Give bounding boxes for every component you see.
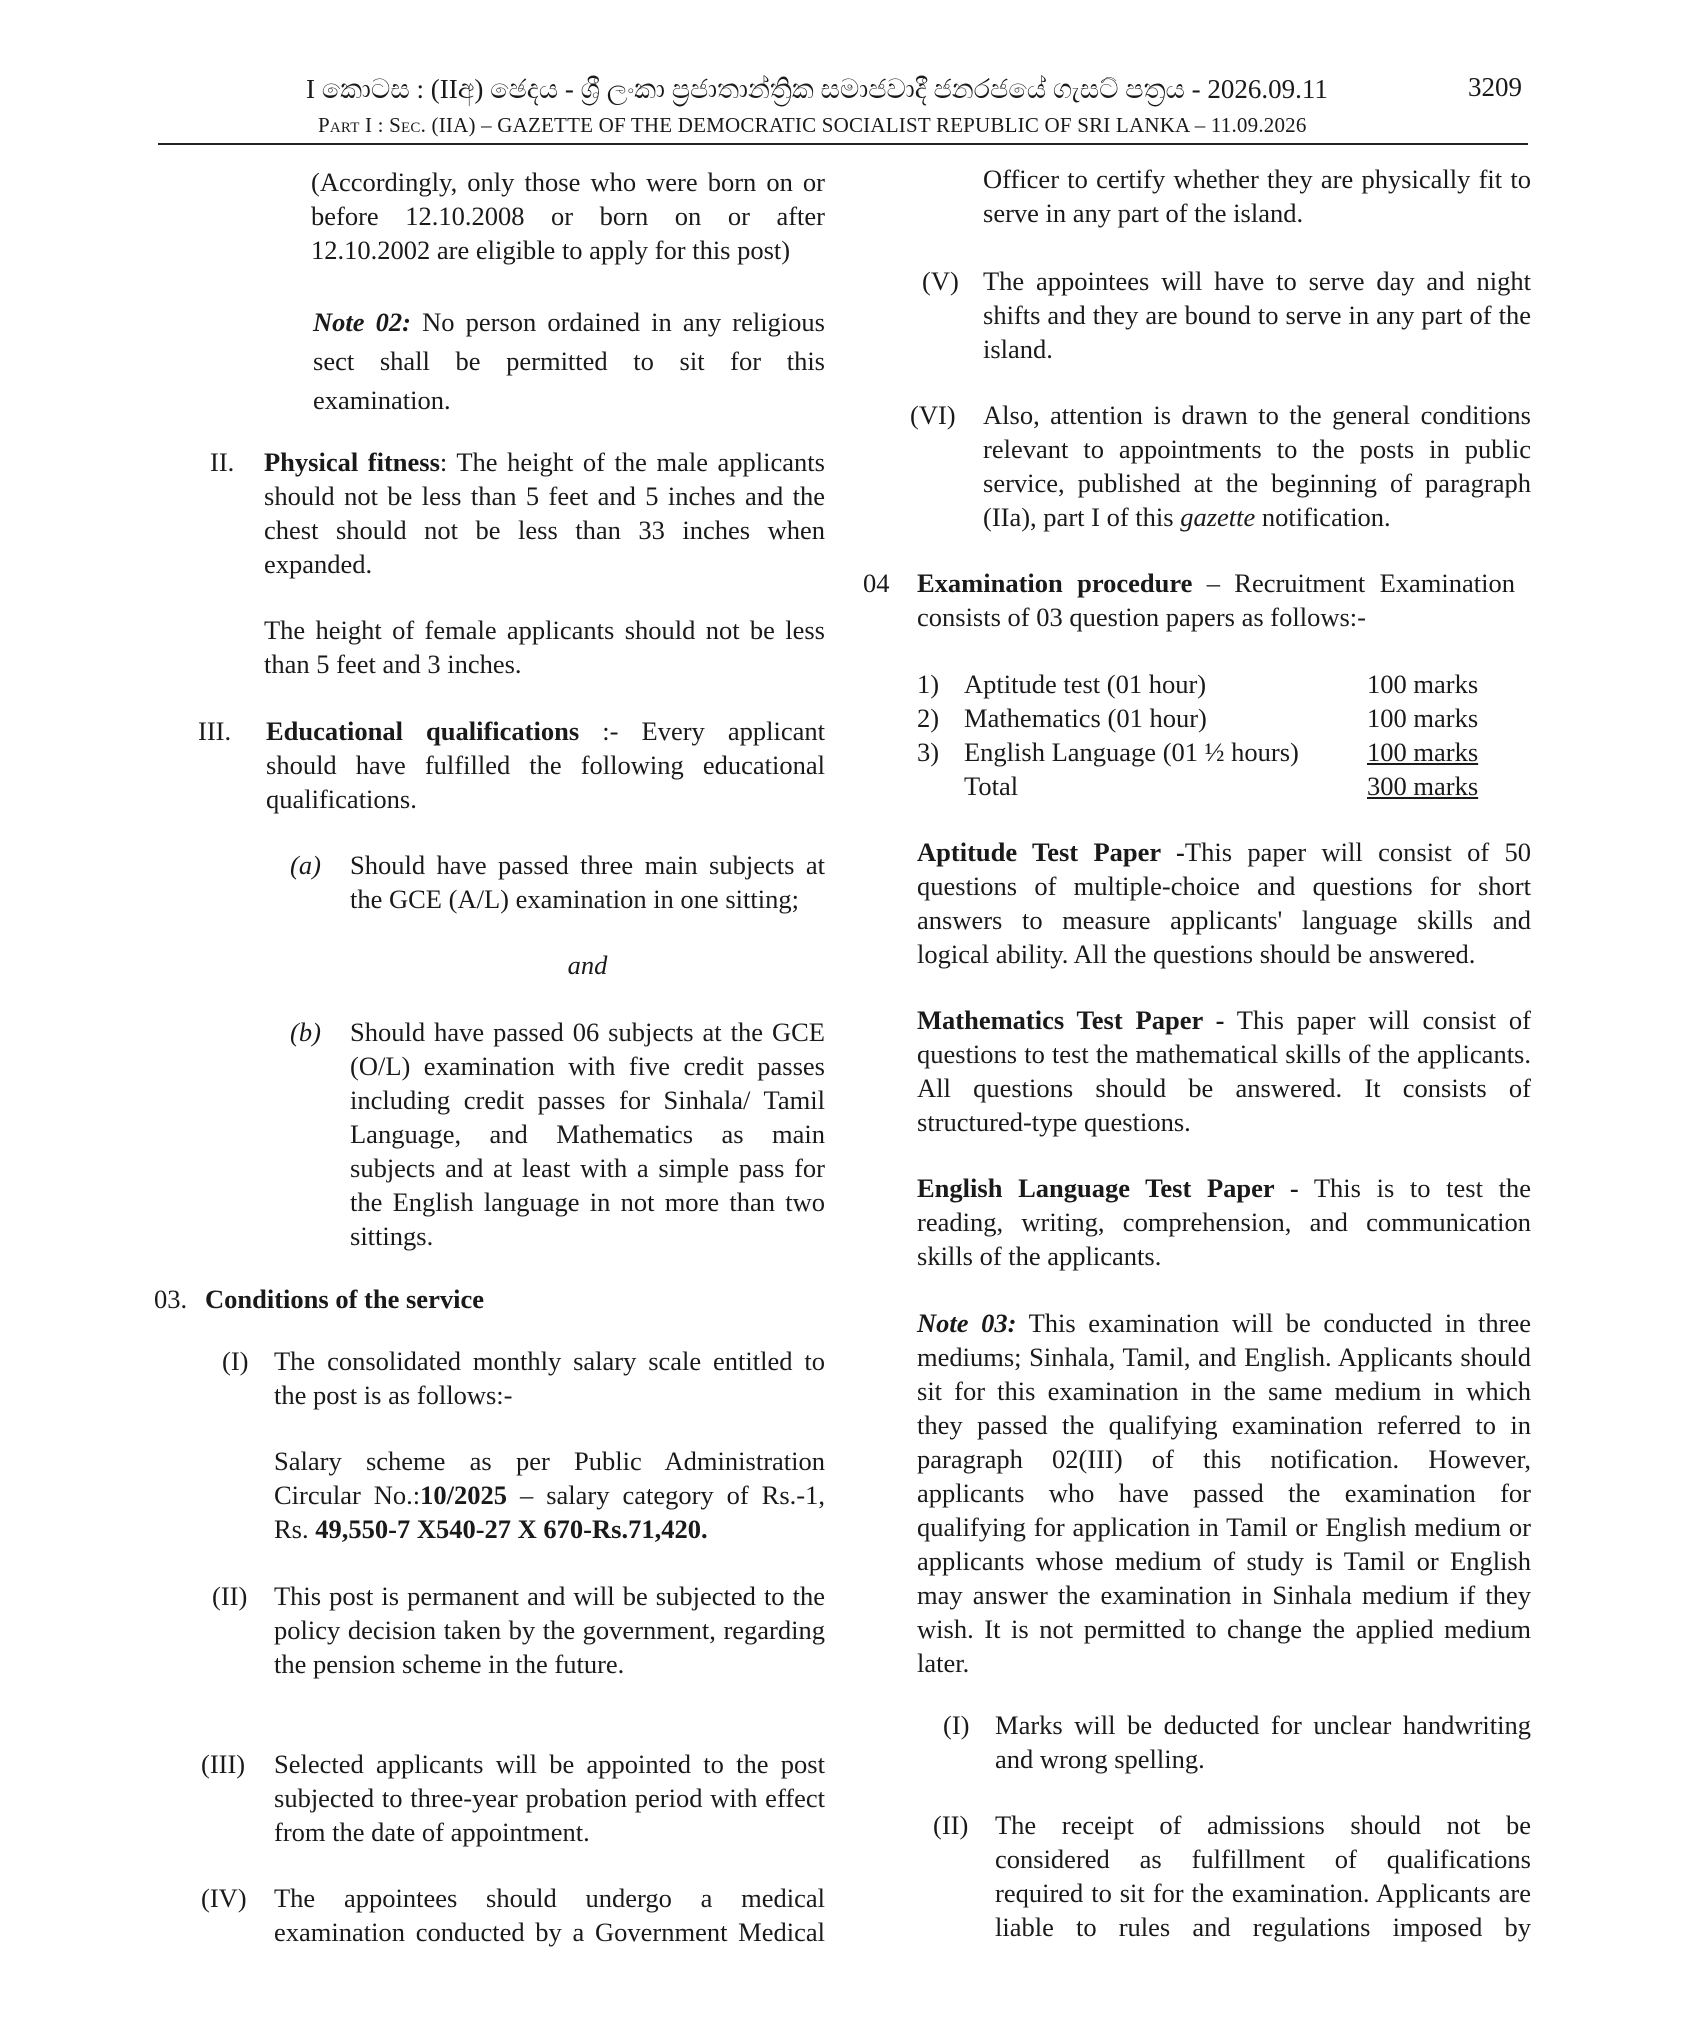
paper-marks: 100 marks	[1367, 669, 1479, 699]
paper-number: 3)	[917, 737, 940, 767]
qualification-a: Should have passed three main subjects at the GCE (A/L) examination in one sitting;	[350, 850, 825, 914]
condition-vi-number: (VI)	[910, 400, 956, 430]
condition-iii-number: (III)	[201, 1749, 246, 1779]
section-04-label: Examination procedure	[917, 568, 1193, 598]
item-iii-number: III.	[198, 716, 232, 746]
condition-vi-pre: Also, attention is drawn to the general conditions relevant to appointments to the posts in public service, published at the beginning of paragraph (IIa), part I of this	[983, 400, 1531, 532]
and-text: and	[567, 950, 608, 980]
total-marks: 300 marks	[1367, 771, 1479, 801]
total-row	[917, 769, 1478, 803]
english-label: English Language Test Paper -	[917, 1173, 1299, 1203]
condition-ii-number: (II)	[212, 1581, 248, 1611]
educational-text: :- Every applicant should have fulfilled the following educational qualifications.	[266, 716, 825, 814]
section-04-number: 04	[863, 568, 890, 598]
section-03-heading: Conditions of the service	[205, 1284, 484, 1314]
paper-number: 2)	[917, 703, 940, 733]
note-02	[313, 303, 825, 420]
aptitude-paragraph	[917, 835, 1531, 971]
rule-ii-number: (II)	[933, 1810, 969, 1840]
physical-fitness-label: Physical fitness	[264, 447, 440, 477]
paper-name: English Language (01 ½ hours)	[964, 737, 1299, 767]
section-04-text	[917, 566, 1515, 634]
condition-i-number: (I)	[222, 1346, 249, 1376]
paper-row	[917, 735, 1478, 769]
educational-label: Educational qualifications	[266, 716, 580, 746]
condition-iii-text: Selected applicants will be appointed to the post subjected to three-year probation period with effect from the date of appointment.	[274, 1749, 825, 1847]
header-sinhala-line: I කොටස : (IIඅ) ඡෙදය - ශ්‍රී ලංකා ප්‍රජාතාන්ත්‍රික සමාජවාදී ජනරජයේ ගැසට් පත්‍රය - 2026.09.11	[306, 74, 1328, 104]
paper-marks: 100 marks	[1367, 737, 1479, 767]
qualification-b: Should have passed 06 subjects at the GCE (O/L) examination with five credit passes including credit passes for Sinhala/ Tamil Language, and Mathematics as main subjects and at least with a simple pass for the English language in not more than two sittings.	[350, 1017, 825, 1251]
total-label: Total	[964, 771, 1019, 801]
rule-ii-text: The receipt of admissions should not be considered as fulfillment of qualifications required to sit for the examination. Applicants are liable to rules and regulations imposed by	[995, 1810, 1531, 1942]
condition-iv-continued: Officer to certify whether they are physically fit to serve in any part of the island.	[983, 164, 1531, 228]
aptitude-text: This paper will consist of 50 questions of multiple-choice and questions for short answers to measure applicants' language skills and logical ability. All the questions should be answered.	[917, 837, 1532, 969]
note-02-label: Note 02:	[313, 307, 411, 337]
note-03-label: Note 03:	[917, 1308, 1017, 1338]
physical-fitness-text: : The height of the male applicants should not be less than 5 feet and 5 inches and the chest should not be less than 33 inches when expanded.	[264, 447, 825, 579]
header-sec: Sec.	[389, 113, 427, 137]
page-number: 3209	[1468, 72, 1522, 102]
english-text: This is to test the reading, writing, comprehension, and communication skills of the applicants.	[917, 1173, 1531, 1271]
section-03-number: 03.	[154, 1284, 188, 1314]
item-ii-number: II.	[210, 447, 235, 477]
condition-iv-text: The appointees should undergo a medical examination conducted by a Government Medical	[274, 1883, 825, 1947]
condition-ii-text: This post is permanent and will be subjected to the policy decision taken by the government, regarding the pension scheme in the future.	[274, 1581, 825, 1679]
accordingly-paragraph: (Accordingly, only those who were born on or before 12.10.2008 or born on or after 12.10.2002 are eligible to apply for this post)	[311, 167, 825, 265]
salary-mid: – salary category of Rs.-1, Rs.	[274, 1480, 825, 1544]
paper-row	[917, 667, 1478, 701]
female-height: The height of female applicants should not be less than 5 feet and 3 inches.	[264, 615, 825, 679]
physical-fitness	[264, 445, 825, 581]
note-03-text: This examination will be conducted in three mediums; Sinhala, Tamil, and English. Applicants should sit for this examination in the same medium in which they passed the qualifying examination referred to in paragraph 02(III) of this notification. However, applicants who have passed the examination for qualifying for application in Tamil or English medium or applicants whose medium of study is Tamil or English may answer the examination in Sinhala medium if they wish. It is not permitted to change the applied medium later.	[917, 1308, 1531, 1678]
condition-i-text: The consolidated monthly salary scale entitled to the post is as follows:-	[274, 1346, 825, 1410]
header-rule	[158, 143, 1528, 145]
condition-vi-gazette: gazette	[1180, 502, 1256, 532]
rule-i-text: Marks will be deducted for unclear handwriting and wrong spelling.	[995, 1710, 1531, 1774]
english-paragraph	[917, 1171, 1531, 1273]
papers-table	[917, 667, 1478, 803]
item-b-number: (b)	[290, 1017, 321, 1047]
paper-marks: 100 marks	[1367, 703, 1479, 733]
section-04-rest: – Recruitment Examination consists of 03 question papers as follows:-	[917, 568, 1515, 632]
header-english-line: Part I : Sec. (IIA) – GAZETTE OF THE DEMOCRATIC SOCIALIST REPUBLIC OF SRI LANKA – 11.09.2026	[318, 113, 1307, 137]
salary-pre: Salary scheme as per Public Administration Circular No.:	[274, 1446, 825, 1510]
mathematics-text: This paper will consist of questions to test the mathematical skills of the applicants. All questions should be answered. It consists of structured-type questions.	[917, 1005, 1531, 1137]
condition-vi-post: notification.	[1255, 502, 1391, 532]
paper-name: Aptitude test (01 hour)	[964, 669, 1207, 699]
educational-qualifications	[266, 714, 825, 816]
note-02-text: No person ordained in any religious sect shall be permitted to sit for this examination.	[313, 307, 825, 415]
paper-number: 1)	[917, 669, 940, 699]
paper-name: Mathematics (01 hour)	[964, 703, 1207, 733]
rule-i-number: (I)	[943, 1710, 970, 1740]
salary-circular: 10/2025	[420, 1480, 508, 1510]
condition-v-text: The appointees will have to serve day and night shifts and they are bound to serve in any part of the island.	[983, 266, 1531, 364]
salary-scale: 49,550-7 X540-27 X 670-Rs.71,420.	[315, 1514, 708, 1544]
condition-iv-number: (IV)	[201, 1883, 247, 1913]
paper-row	[917, 701, 1478, 735]
aptitude-label: Aptitude Test Paper -	[917, 837, 1185, 867]
header-rest: (IIA) – GAZETTE OF THE DEMOCRATIC SOCIALIST REPUBLIC OF SRI LANKA – 11.09.2026	[431, 113, 1307, 137]
mathematics-paragraph	[917, 1003, 1531, 1139]
item-a-number: (a)	[290, 850, 321, 880]
condition-v-number: (V)	[922, 266, 959, 296]
header-part: Part I	[318, 113, 373, 137]
mathematics-label: Mathematics Test Paper -	[917, 1005, 1225, 1035]
note-03	[917, 1306, 1531, 1680]
condition-vi-text	[983, 398, 1531, 534]
salary-scheme	[274, 1444, 825, 1546]
